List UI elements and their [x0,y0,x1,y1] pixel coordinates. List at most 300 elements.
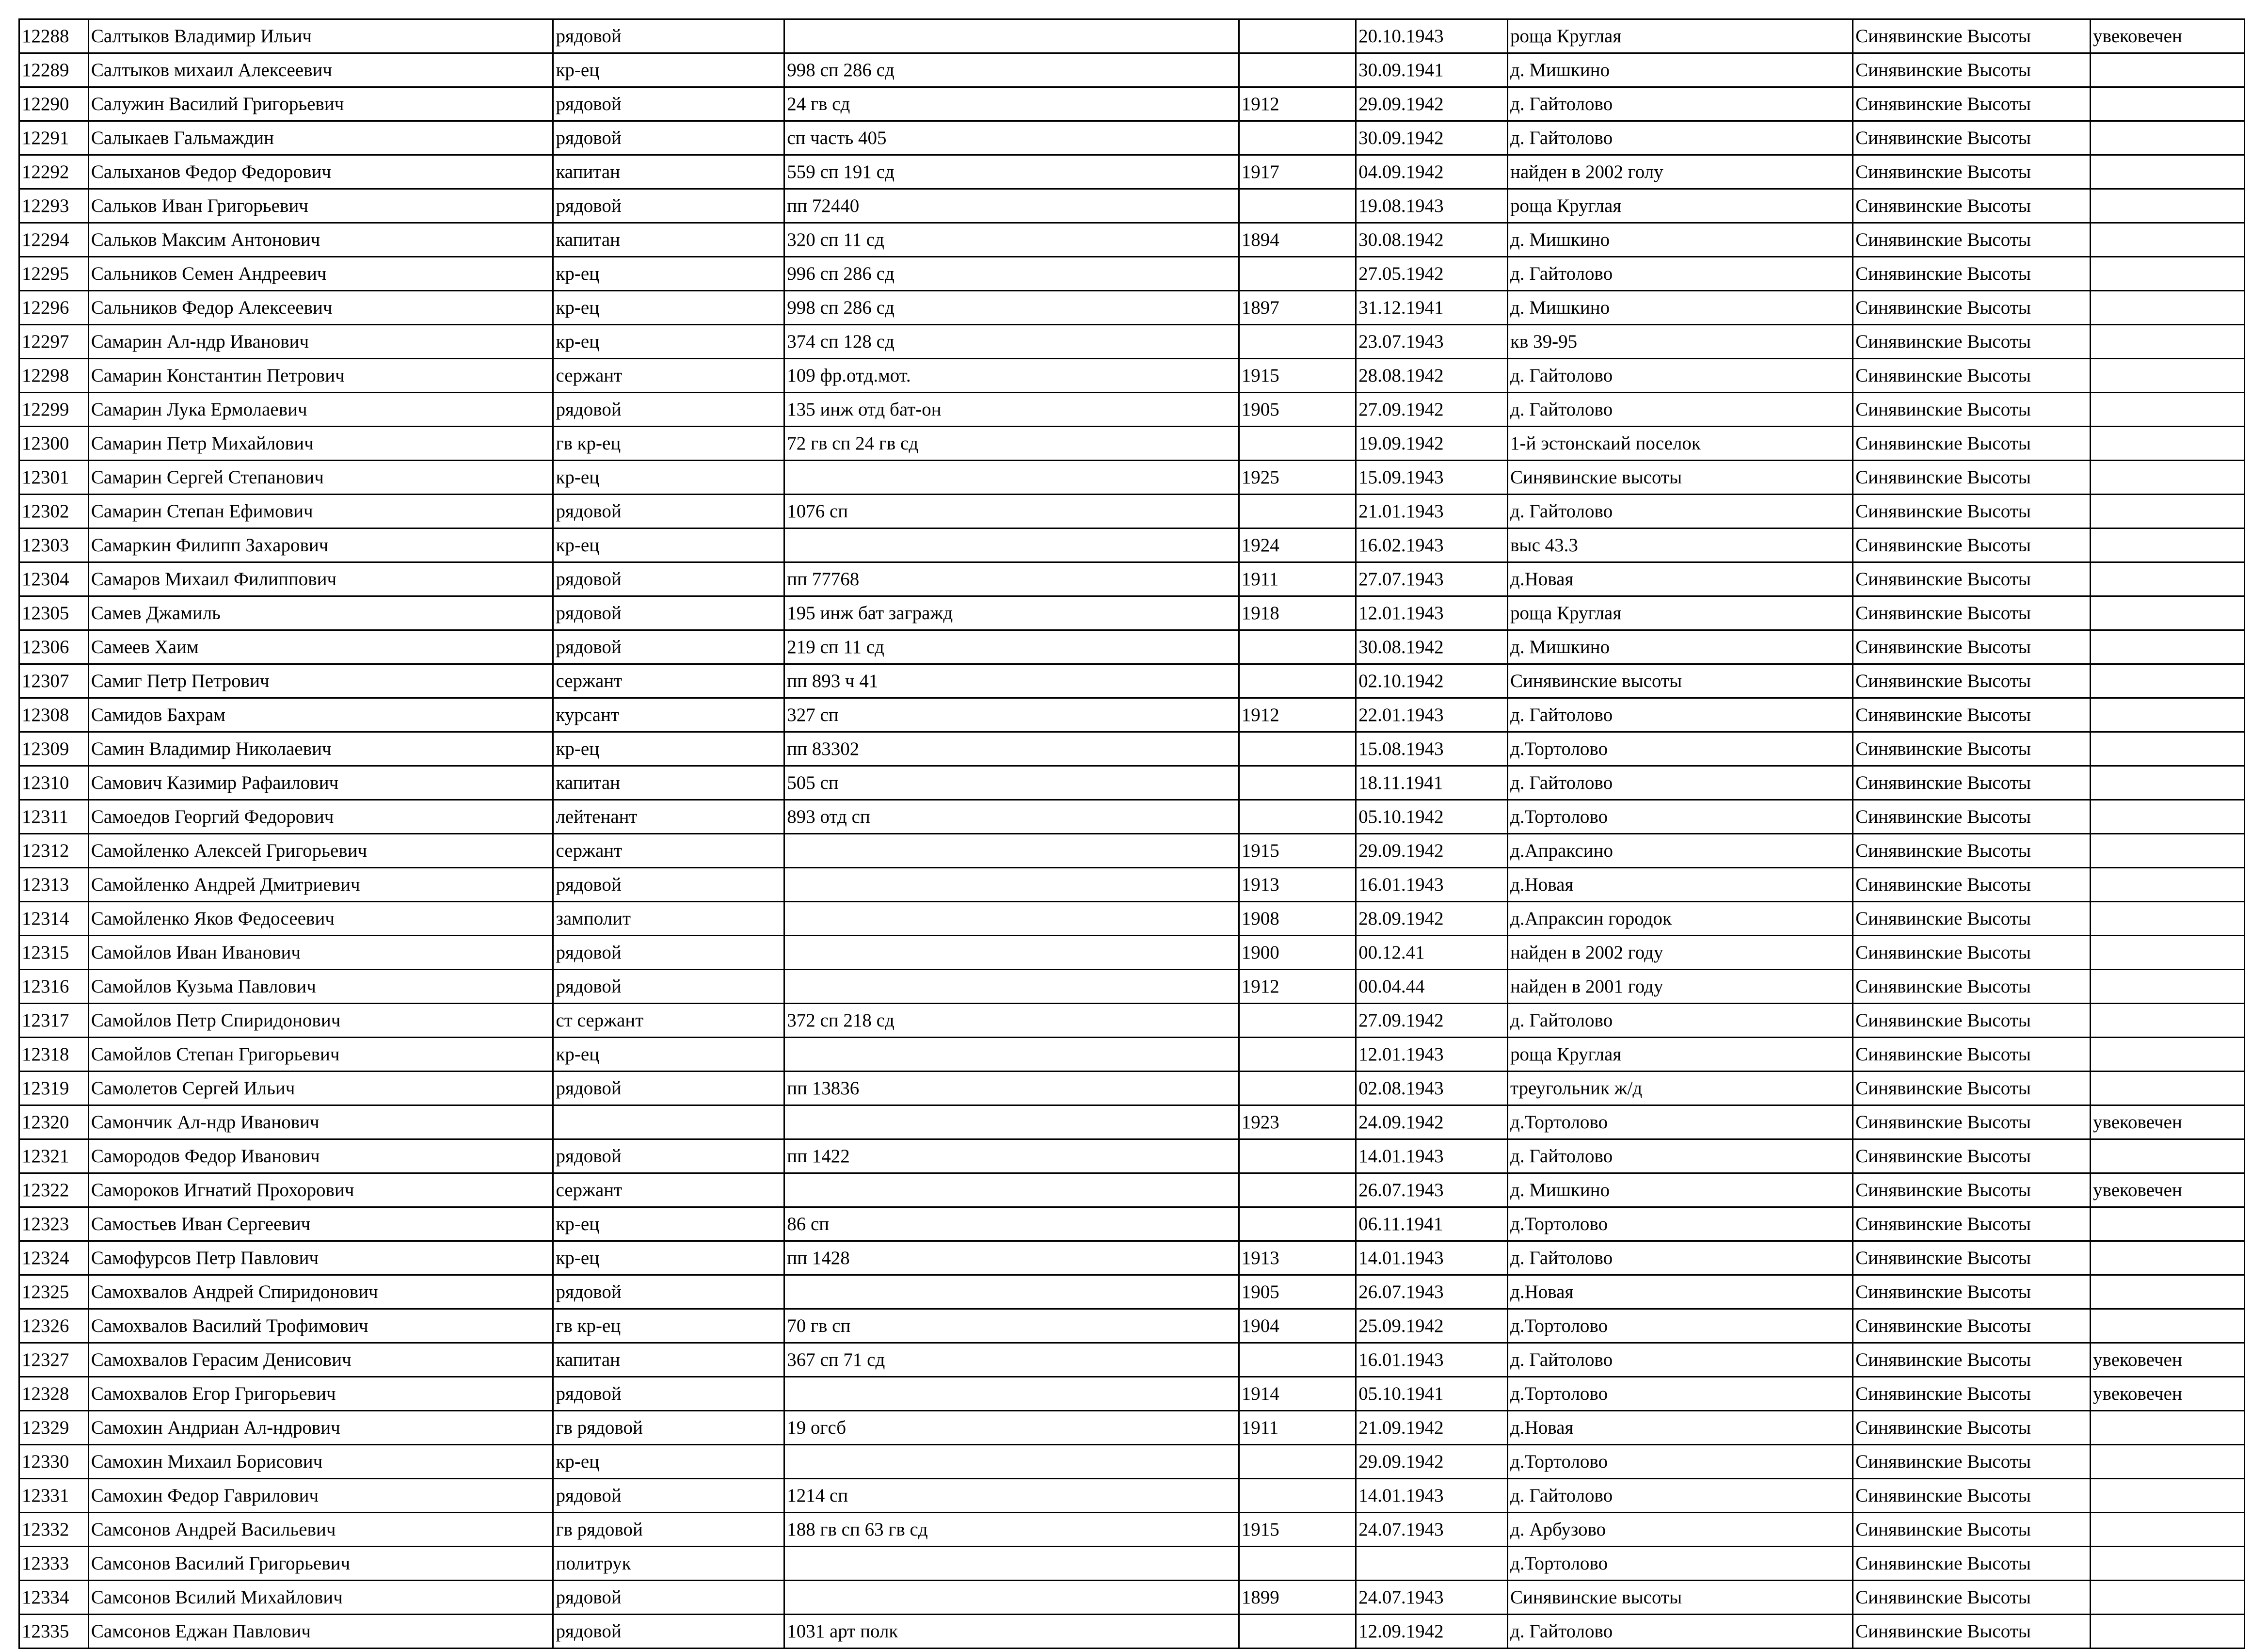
birth-year-cell: 1899 [1239,1581,1356,1615]
table-row [19,1275,2245,1309]
birth-year-cell: 1905 [1239,393,1356,427]
table-row [19,53,2245,87]
table-row [19,189,2245,223]
area-cell: Синявинские Высоты [1853,1411,2091,1445]
birth-year-cell [1239,121,1356,155]
death-date-cell: 06.11.1941 [1356,1207,1508,1241]
place-cell: д. Гайтолово [1507,1343,1853,1377]
area-cell: Синявинские Высоты [1853,1241,2091,1275]
table-row [19,291,2245,325]
full-name-cell: Самсонов Всилий Михайлович [88,1581,553,1615]
unit-cell: 320 сп 11 сд [784,223,1239,257]
death-date-cell: 27.05.1942 [1356,257,1508,291]
table-row [19,1411,2245,1445]
unit-cell: пп 83302 [784,732,1239,766]
record-number-cell: 12291 [19,121,89,155]
unit-cell: 893 отд сп [784,800,1239,834]
unit-cell: 367 сп 71 сд [784,1343,1239,1377]
area-cell: Синявинские Высоты [1853,1207,2091,1241]
table-row [19,1072,2245,1105]
unit-cell: пп 13836 [784,1072,1239,1105]
birth-year-cell: 1917 [1239,155,1356,189]
record-number-cell: 12293 [19,189,89,223]
death-date-cell: 19.09.1942 [1356,427,1508,461]
birth-year-cell: 1915 [1239,359,1356,393]
note-cell [2091,562,2245,596]
rank-cell: курсант [553,698,784,732]
full-name-cell: Самарин Петр Михайлович [88,427,553,461]
unit-cell: 372 сп 218 сд [784,1004,1239,1038]
rank-cell: кр-ец [553,291,784,325]
rank-cell: рядовой [553,596,784,630]
record-number-cell: 12297 [19,325,89,359]
death-date-cell: 26.07.1943 [1356,1275,1508,1309]
area-cell: Синявинские Высоты [1853,1139,2091,1173]
note-cell: увековечен [2091,19,2245,53]
full-name-cell: Салыкаев Гальмаждин [88,121,553,155]
table-row [19,427,2245,461]
death-date-cell: 14.01.1943 [1356,1241,1508,1275]
table-row [19,698,2245,732]
rank-cell: гв кр-ец [553,427,784,461]
area-cell: Синявинские Высоты [1853,291,2091,325]
rank-cell: рядовой [553,970,784,1004]
full-name-cell: Самарин Ал-ндр Иванович [88,325,553,359]
full-name-cell: Самончик Ал-ндр Иванович [88,1105,553,1139]
unit-cell: сп часть 405 [784,121,1239,155]
death-date-cell: 05.10.1942 [1356,800,1508,834]
area-cell: Синявинские Высоты [1853,1513,2091,1547]
record-number-cell: 12323 [19,1207,89,1241]
place-cell: д. Гайтолово [1507,1241,1853,1275]
area-cell: Синявинские Высоты [1853,53,2091,87]
place-cell: д. Гайтолово [1507,257,1853,291]
note-cell [2091,1207,2245,1241]
table-row [19,732,2245,766]
area-cell: Синявинские Высоты [1853,155,2091,189]
unit-cell [784,902,1239,936]
record-number-cell: 12327 [19,1343,89,1377]
table-row [19,257,2245,291]
place-cell: роща Круглая [1507,1038,1853,1072]
note-cell [2091,53,2245,87]
place-cell: д. Мишкино [1507,223,1853,257]
place-cell: д. Гайтолово [1507,1004,1853,1038]
area-cell: Синявинские Высоты [1853,1479,2091,1513]
rank-cell: гв кр-ец [553,1309,784,1343]
rank-cell: кр-ец [553,53,784,87]
full-name-cell: Самев Джамиль [88,596,553,630]
full-name-cell: Самохвалов Андрей Спиридонович [88,1275,553,1309]
area-cell: Синявинские Высоты [1853,562,2091,596]
unit-cell [784,461,1239,495]
note-cell [2091,528,2245,562]
place-cell: д. Гайтолово [1507,1615,1853,1649]
full-name-cell: Салыханов Федор Федорович [88,155,553,189]
rank-cell: рядовой [553,630,784,664]
place-cell: д. Гайтолово [1507,1479,1853,1513]
place-cell: треугольник ж/д [1507,1072,1853,1105]
death-date-cell: 30.09.1941 [1356,53,1508,87]
table-row [19,664,2245,698]
death-date-cell: 18.11.1941 [1356,766,1508,800]
full-name-cell: Самолетов Сергей Ильич [88,1072,553,1105]
record-number-cell: 12299 [19,393,89,427]
full-name-cell: Сальков Иван Григорьевич [88,189,553,223]
records-table [18,18,2245,1649]
note-cell: увековечен [2091,1173,2245,1207]
rank-cell: замполит [553,902,784,936]
record-number-cell: 12329 [19,1411,89,1445]
death-date-cell: 15.09.1943 [1356,461,1508,495]
rank-cell: ст сержант [553,1004,784,1038]
unit-cell [784,1547,1239,1581]
table-row [19,1343,2245,1377]
full-name-cell: Самохвалов Егор Григорьевич [88,1377,553,1411]
unit-cell: пп 893 ч 41 [784,664,1239,698]
full-name-cell: Самохвалов Василий Трофимович [88,1309,553,1343]
place-cell: Синявинские высоты [1507,664,1853,698]
record-number-cell: 12314 [19,902,89,936]
rank-cell: капитан [553,155,784,189]
place-cell: д. Гайтолово [1507,495,1853,528]
rank-cell: кр-ец [553,528,784,562]
area-cell: Синявинские Высоты [1853,1547,2091,1581]
note-cell [2091,325,2245,359]
table-row [19,155,2245,189]
record-number-cell: 12317 [19,1004,89,1038]
death-date-cell: 24.09.1942 [1356,1105,1508,1139]
unit-cell: 998 сп 286 сд [784,53,1239,87]
death-date-cell: 02.10.1942 [1356,664,1508,698]
death-date-cell: 23.07.1943 [1356,325,1508,359]
death-date-cell: 28.08.1942 [1356,359,1508,393]
area-cell: Синявинские Высоты [1853,1581,2091,1615]
area-cell: Синявинские Высоты [1853,393,2091,427]
rank-cell: кр-ец [553,257,784,291]
note-cell [2091,800,2245,834]
rank-cell: рядовой [553,121,784,155]
unit-cell [784,1275,1239,1309]
full-name-cell: Салужин Василий Григорьевич [88,87,553,121]
unit-cell: 998 сп 286 сд [784,291,1239,325]
table-row [19,1513,2245,1547]
table-row [19,87,2245,121]
table-row [19,1547,2245,1581]
area-cell: Синявинские Высоты [1853,495,2091,528]
rank-cell: рядовой [553,189,784,223]
area-cell: Синявинские Высоты [1853,664,2091,698]
birth-year-cell: 1925 [1239,461,1356,495]
birth-year-cell [1239,495,1356,528]
record-number-cell: 12296 [19,291,89,325]
death-date-cell: 28.09.1942 [1356,902,1508,936]
death-date-cell: 29.09.1942 [1356,87,1508,121]
birth-year-cell: 1924 [1239,528,1356,562]
note-cell [2091,1581,2245,1615]
record-number-cell: 12295 [19,257,89,291]
full-name-cell: Самаркин Филипп Захарович [88,528,553,562]
table-row [19,1038,2245,1072]
note-cell [2091,834,2245,868]
table-row [19,461,2245,495]
birth-year-cell [1239,325,1356,359]
rank-cell: рядовой [553,1275,784,1309]
death-date-cell: 21.01.1943 [1356,495,1508,528]
full-name-cell: Самарин Константин Петрович [88,359,553,393]
death-date-cell: 29.09.1942 [1356,834,1508,868]
area-cell: Синявинские Высоты [1853,121,2091,155]
birth-year-cell [1239,1139,1356,1173]
unit-cell: пп 1428 [784,1241,1239,1275]
area-cell: Синявинские Высоты [1853,223,2091,257]
record-number-cell: 12316 [19,970,89,1004]
place-cell: д. Мишкино [1507,1173,1853,1207]
birth-year-cell [1239,1038,1356,1072]
rank-cell: рядовой [553,393,784,427]
death-date-cell: 15.08.1943 [1356,732,1508,766]
note-cell [2091,1309,2245,1343]
full-name-cell: Салтыков Владимир Ильич [88,19,553,53]
records-table-body [19,19,2245,1649]
record-number-cell: 12311 [19,800,89,834]
full-name-cell: Самойленко Андрей Дмитриевич [88,868,553,902]
birth-year-cell [1239,1072,1356,1105]
note-cell [2091,732,2245,766]
place-cell: д. Гайтолово [1507,1139,1853,1173]
table-row [19,902,2245,936]
table-row [19,1207,2245,1241]
record-number-cell: 12307 [19,664,89,698]
note-cell [2091,698,2245,732]
note-cell [2091,427,2245,461]
full-name-cell: Самсонов Василий Григорьевич [88,1547,553,1581]
rank-cell: рядовой [553,1615,784,1649]
place-cell: Синявинские высоты [1507,461,1853,495]
place-cell: д. Мишкино [1507,291,1853,325]
note-cell [2091,1275,2245,1309]
place-cell: д. Гайтолово [1507,393,1853,427]
unit-cell [784,1581,1239,1615]
death-date-cell: 05.10.1941 [1356,1377,1508,1411]
note-cell [2091,291,2245,325]
full-name-cell: Самостьев Иван Сергеевич [88,1207,553,1241]
record-number-cell: 12290 [19,87,89,121]
full-name-cell: Самородов Федор Иванович [88,1139,553,1173]
area-cell: Синявинские Высоты [1853,1343,2091,1377]
record-number-cell: 12305 [19,596,89,630]
note-cell [2091,868,2245,902]
rank-cell: кр-ец [553,1038,784,1072]
note-cell [2091,257,2245,291]
rank-cell: гв рядовой [553,1411,784,1445]
note-cell [2091,1445,2245,1479]
birth-year-cell: 1897 [1239,291,1356,325]
place-cell: д.Апраксино [1507,834,1853,868]
rank-cell: рядовой [553,1377,784,1411]
rank-cell: рядовой [553,1139,784,1173]
unit-cell: 188 гв сп 63 гв сд [784,1513,1239,1547]
death-date-cell: 12.01.1943 [1356,1038,1508,1072]
area-cell: Синявинские Высоты [1853,868,2091,902]
birth-year-cell: 1915 [1239,1513,1356,1547]
full-name-cell: Самеев Хаим [88,630,553,664]
birth-year-cell: 1913 [1239,1241,1356,1275]
birth-year-cell [1239,1173,1356,1207]
unit-cell: 72 гв сп 24 гв сд [784,427,1239,461]
unit-cell: 109 фр.отд.мот. [784,359,1239,393]
record-number-cell: 12326 [19,1309,89,1343]
birth-year-cell [1239,189,1356,223]
note-cell [2091,393,2245,427]
rank-cell: кр-ец [553,461,784,495]
full-name-cell: Самойленко Яков Федосеевич [88,902,553,936]
rank-cell: сержант [553,359,784,393]
record-number-cell: 12335 [19,1615,89,1649]
full-name-cell: Самохин Федор Гаврилович [88,1479,553,1513]
death-date-cell: 00.12.41 [1356,936,1508,970]
full-name-cell: Самойлов Петр Спиридонович [88,1004,553,1038]
note-cell [2091,902,2245,936]
table-row [19,834,2245,868]
birth-year-cell: 1905 [1239,1275,1356,1309]
birth-year-cell: 1912 [1239,698,1356,732]
area-cell: Синявинские Высоты [1853,1377,2091,1411]
unit-cell [784,1377,1239,1411]
place-cell: роща Круглая [1507,596,1853,630]
record-number-cell: 12313 [19,868,89,902]
death-date-cell: 24.07.1943 [1356,1581,1508,1615]
note-cell [2091,1241,2245,1275]
record-number-cell: 12289 [19,53,89,87]
unit-cell: 70 гв сп [784,1309,1239,1343]
unit-cell: 86 сп [784,1207,1239,1241]
full-name-cell: Самович Казимир Рафаилович [88,766,553,800]
unit-cell: 19 огсб [784,1411,1239,1445]
full-name-cell: Самохин Михаил Борисович [88,1445,553,1479]
birth-year-cell: 1915 [1239,834,1356,868]
birth-year-cell [1239,1479,1356,1513]
place-cell: д.Новая [1507,868,1853,902]
death-date-cell: 30.08.1942 [1356,630,1508,664]
note-cell [2091,1479,2245,1513]
death-date-cell: 14.01.1943 [1356,1479,1508,1513]
table-row [19,359,2245,393]
place-cell: 1-й эстонскаий поселок [1507,427,1853,461]
table-row [19,528,2245,562]
full-name-cell: Сальков Максим Антонович [88,223,553,257]
table-row [19,800,2245,834]
full-name-cell: Самойлов Иван Иванович [88,936,553,970]
unit-cell: 195 инж бат загражд [784,596,1239,630]
death-date-cell: 12.09.1942 [1356,1615,1508,1649]
death-date-cell: 27.07.1943 [1356,562,1508,596]
rank-cell: гв рядовой [553,1513,784,1547]
unit-cell: 24 гв сд [784,87,1239,121]
table-row [19,1445,2245,1479]
rank-cell: кр-ец [553,1207,784,1241]
death-date-cell [1356,1547,1508,1581]
note-cell: увековечен [2091,1343,2245,1377]
birth-year-cell: 1914 [1239,1377,1356,1411]
place-cell: д.Тортолово [1507,1547,1853,1581]
area-cell: Синявинские Высоты [1853,766,2091,800]
rank-cell: рядовой [553,562,784,596]
note-cell [2091,1004,2245,1038]
note-cell [2091,155,2245,189]
record-number-cell: 12331 [19,1479,89,1513]
record-number-cell: 12303 [19,528,89,562]
place-cell: д.Тортолово [1507,1445,1853,1479]
place-cell: д. Мишкино [1507,53,1853,87]
place-cell: д.Новая [1507,1275,1853,1309]
unit-cell: 1076 сп [784,495,1239,528]
birth-year-cell: 1894 [1239,223,1356,257]
full-name-cell: Самоедов Георгий Федорович [88,800,553,834]
record-number-cell: 12332 [19,1513,89,1547]
place-cell: д.Тортолово [1507,732,1853,766]
record-number-cell: 12300 [19,427,89,461]
table-row [19,630,2245,664]
area-cell: Синявинские Высоты [1853,427,2091,461]
note-cell [2091,461,2245,495]
area-cell: Синявинские Высоты [1853,189,2091,223]
area-cell: Синявинские Высоты [1853,19,2091,53]
place-cell: д.Тортолово [1507,800,1853,834]
death-date-cell: 27.09.1942 [1356,1004,1508,1038]
unit-cell: пп 1422 [784,1139,1239,1173]
unit-cell: 219 сп 11 сд [784,630,1239,664]
death-date-cell: 00.04.44 [1356,970,1508,1004]
table-row [19,1309,2245,1343]
note-cell [2091,87,2245,121]
unit-cell: 559 сп 191 сд [784,155,1239,189]
record-number-cell: 12322 [19,1173,89,1207]
full-name-cell: Самарин Степан Ефимович [88,495,553,528]
place-cell: найден в 2002 году [1507,936,1853,970]
unit-cell: 505 сп [784,766,1239,800]
record-number-cell: 12301 [19,461,89,495]
table-row [19,1377,2245,1411]
record-number-cell: 12320 [19,1105,89,1139]
table-row [19,596,2245,630]
birth-year-cell: 1908 [1239,902,1356,936]
note-cell [2091,664,2245,698]
birth-year-cell: 1913 [1239,868,1356,902]
note-cell [2091,596,2245,630]
full-name-cell: Сальников Семен Андреевич [88,257,553,291]
table-row [19,1004,2245,1038]
note-cell [2091,1513,2245,1547]
table-row [19,1241,2245,1275]
death-date-cell: 31.12.1941 [1356,291,1508,325]
unit-cell [784,868,1239,902]
record-number-cell: 12292 [19,155,89,189]
area-cell: Синявинские Высоты [1853,1072,2091,1105]
death-date-cell: 19.08.1943 [1356,189,1508,223]
place-cell: роща Круглая [1507,189,1853,223]
place-cell: д. Гайтолово [1507,87,1853,121]
area-cell: Синявинские Высоты [1853,87,2091,121]
death-date-cell: 30.08.1942 [1356,223,1508,257]
birth-year-cell: 1911 [1239,1411,1356,1445]
full-name-cell: Самарин Лука Ермолаевич [88,393,553,427]
full-name-cell: Самофурсов Петр Павлович [88,1241,553,1275]
birth-year-cell [1239,1343,1356,1377]
note-cell [2091,1411,2245,1445]
unit-cell: 374 сп 128 сд [784,325,1239,359]
birth-year-cell [1239,664,1356,698]
